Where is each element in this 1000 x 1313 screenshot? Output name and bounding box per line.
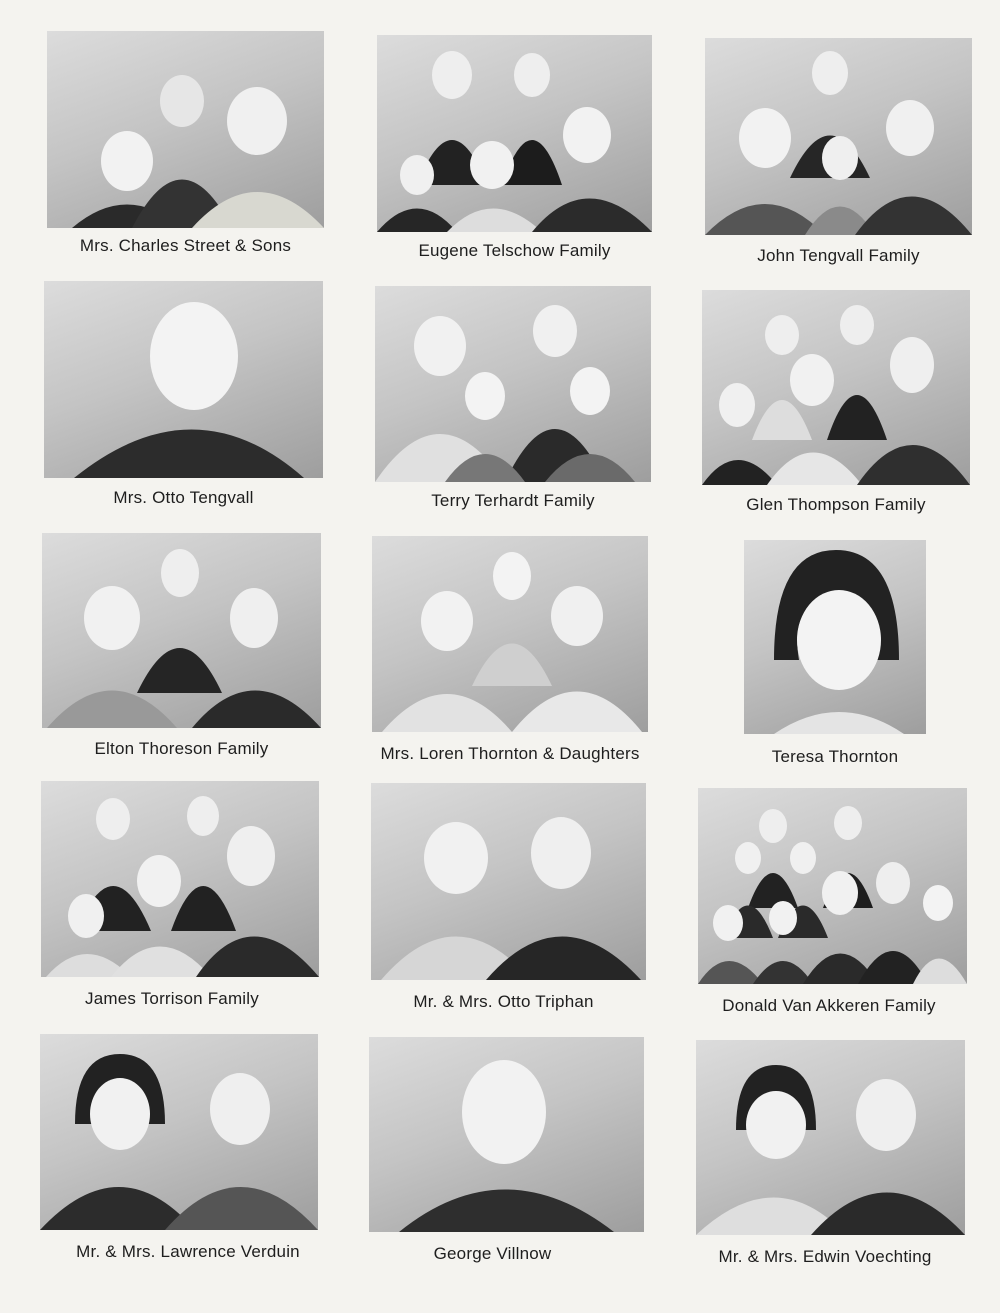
family-photo	[698, 788, 967, 984]
portrait-silhouettes	[40, 1034, 318, 1230]
photo-caption: George Villnow	[433, 1244, 552, 1263]
photo-caption: Terry Terhardt Family	[431, 491, 595, 510]
family-photo	[47, 31, 324, 228]
photo-caption: Donald Van Akkeren Family	[722, 996, 936, 1015]
portrait-silhouettes	[744, 540, 926, 734]
portrait-silhouettes	[375, 286, 651, 482]
photo-caption: Mr. & Mrs. Lawrence Verduin	[76, 1242, 300, 1261]
portrait-silhouettes	[372, 536, 648, 732]
portrait-silhouettes	[705, 38, 972, 235]
portrait-silhouettes	[698, 788, 967, 984]
photo-caption: Glen Thompson Family	[746, 495, 926, 514]
photo-caption: Mrs. Otto Tengvall	[113, 488, 254, 507]
portrait-silhouettes	[696, 1040, 965, 1235]
portrait-silhouettes	[47, 31, 324, 228]
photo-caption: Mrs. Charles Street & Sons	[79, 236, 292, 255]
photo-caption: James Torrison Family	[85, 989, 259, 1008]
portrait-silhouettes	[377, 35, 652, 232]
family-photo	[375, 286, 651, 482]
portrait-silhouettes	[369, 1037, 644, 1232]
family-photo	[372, 536, 648, 732]
portrait-silhouettes	[41, 781, 319, 977]
family-photo	[377, 35, 652, 232]
portrait-silhouettes	[702, 290, 970, 485]
family-photo	[696, 1040, 965, 1235]
family-photo	[705, 38, 972, 235]
photo-caption: Mr. & Mrs. Otto Triphan	[413, 992, 594, 1011]
family-photo	[44, 281, 323, 478]
family-photo	[702, 290, 970, 485]
photo-caption: Mrs. Loren Thornton & Daughters	[380, 744, 640, 763]
photo-caption: Eugene Telschow Family	[418, 241, 611, 260]
portrait-silhouettes	[371, 783, 646, 980]
family-photo	[42, 533, 321, 728]
family-photo	[369, 1037, 644, 1232]
photo-caption: John Tengvall Family	[757, 246, 920, 265]
portrait-silhouettes	[44, 281, 323, 478]
photo-caption: Elton Thoreson Family	[94, 739, 269, 758]
family-photo	[371, 783, 646, 980]
portrait-silhouettes	[42, 533, 321, 728]
family-photo	[744, 540, 926, 734]
photo-caption: Mr. & Mrs. Edwin Voechting	[718, 1247, 932, 1266]
photo-caption: Teresa Thornton	[771, 747, 899, 766]
family-photo	[40, 1034, 318, 1230]
family-photo	[41, 781, 319, 977]
